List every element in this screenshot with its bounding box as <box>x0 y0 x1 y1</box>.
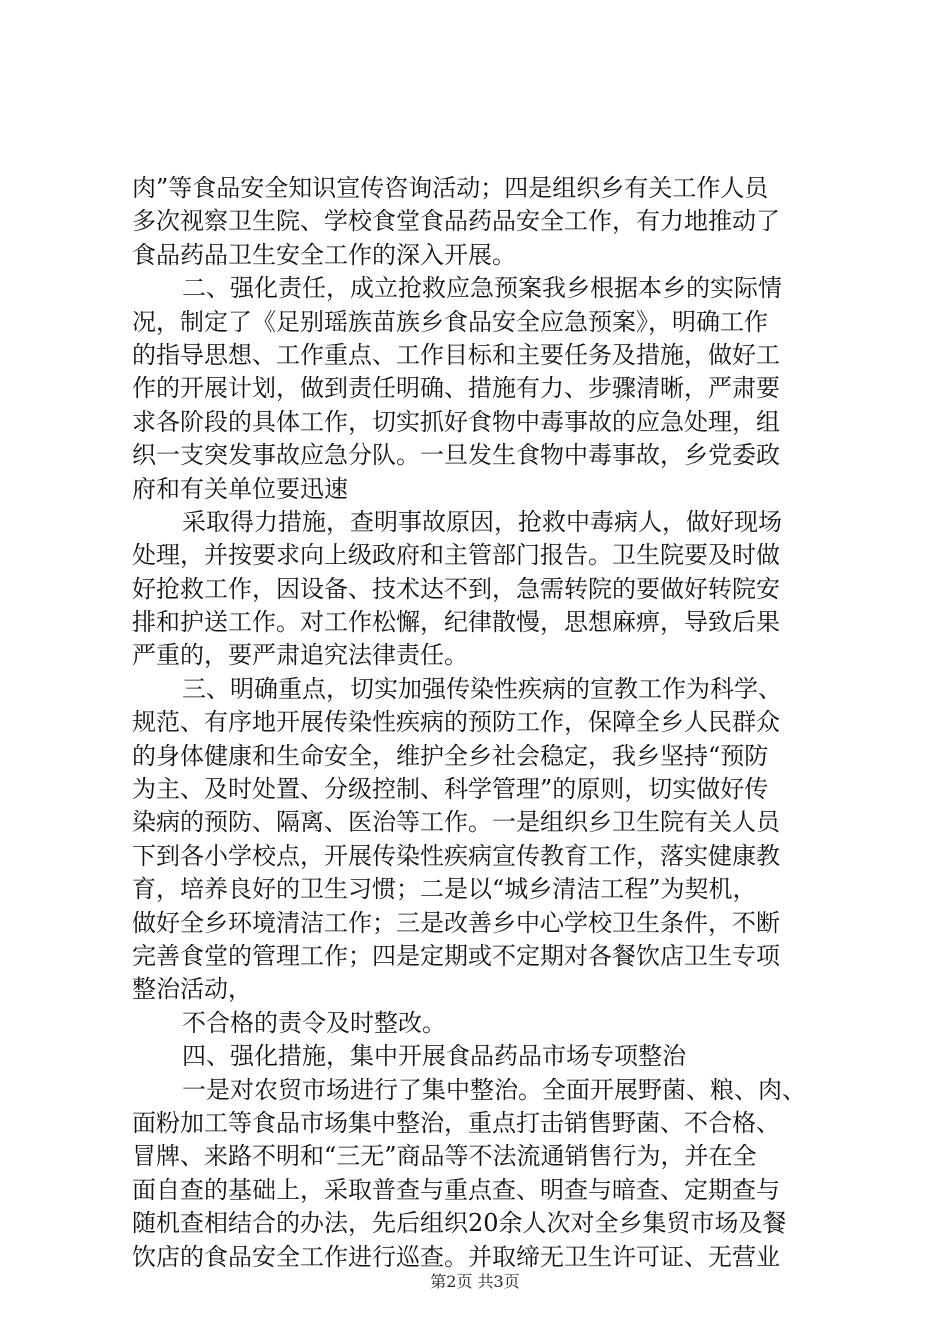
text-line: 的身体健康和生命安全，维护全乡社会稳定，我乡坚持“预防 <box>132 741 769 770</box>
text-line: 四、强化措施，集中开展食品药品市场专项整治 <box>182 1042 686 1071</box>
text-line: 的指导思想、工作重点、工作目标和主要任务及措施，做好工 <box>132 340 780 369</box>
text-line: 处理，并按要求向上级政府和主管部门报告。卫生院要及时做 <box>132 541 780 570</box>
text-line: 多次视察卫生院、学校食堂食品药品安全工作，有力地推动了 <box>132 207 780 236</box>
text-line: 不合格的责令及时整改。 <box>182 1008 446 1037</box>
page-number-label: 第2页 共3页 <box>430 1272 520 1291</box>
text-line: 好抢救工作，因设备、技术达不到，急需转院的要做好转院安 <box>132 574 780 603</box>
text-line: 一是对农贸市场进行了集中整治。全面开展野菌、粮、肉、 <box>182 1075 806 1104</box>
text-line: 织一支突发事故应急分队。一旦发生食物中毒事故，乡党委政 <box>132 441 780 470</box>
text-line: 为主、及时处置、分级控制、科学管理”的原则，切实做好传 <box>132 775 769 804</box>
text-line: 二、强化责任，成立抢救应急预案我乡根据本乡的实际情 <box>182 274 782 303</box>
text-line: 整治活动， <box>132 975 252 1004</box>
text-line: 况，制定了《足别瑶族苗族乡食品安全应急预案》，明确工作 <box>132 307 768 336</box>
text-line: 饮店的食品安全工作进行巡查。并取缔无卫生许可证、无营业 <box>132 1242 780 1271</box>
text-line: 食品药品卫生安全工作的深入开展。 <box>132 240 516 269</box>
text-line: 下到各小学校点，开展传染性疾病宣传教育工作，落实健康教 <box>132 841 780 870</box>
text-line: 育，培养良好的卫生习惯；二是以“城乡清洁工程”为契机， <box>132 875 757 904</box>
text-line: 肉”等食品安全知识宣传咨询活动；四是组织乡有关工作人员 <box>132 174 769 202</box>
text-line: 严重的，要严肃追究法律责任。 <box>132 641 468 670</box>
text-line: 三、明确重点，切实加强传染性疾病的宣教工作为科学、 <box>182 674 782 703</box>
text-line: 作的开展计划，做到责任明确、措施有力、步骤清晰，严肃要 <box>132 374 780 403</box>
text-line: 排和护送工作。对工作松懈，纪律散慢，思想麻痹，导致后果 <box>132 608 780 637</box>
text-line: 面粉加工等食品市场集中整治，重点打击销售野菌、不合格、 <box>132 1108 780 1137</box>
text-line: 冒牌、来路不明和“三无”商品等不法流通销售行为，并在全 <box>132 1142 757 1171</box>
text-line: 随机查相结合的办法，先后组织20余人次对全乡集贸市场及餐 <box>132 1209 787 1238</box>
text-line: 完善食堂的管理工作；四是定期或不定期对各餐饮店卫生专项 <box>132 941 780 970</box>
text-line: 面自查的基础上，采取普查与重点查、明查与暗查、定期查与 <box>132 1175 780 1204</box>
text-line: 府和有关单位要迅速 <box>132 474 348 503</box>
text-line: 求各阶段的具体工作，切实抓好食物中毒事故的应急处理，组 <box>132 407 780 436</box>
text-line: 采取得力措施，查明事故原因，抢救中毒病人，做好现场 <box>182 507 782 536</box>
text-line: 规范、有序地开展传染性疾病的预防工作，保障全乡人民群众 <box>132 708 780 737</box>
document-body <box>132 172 852 1274</box>
text-line: 染病的预防、隔离、医治等工作。一是组织乡卫生院有关人员 <box>132 808 780 837</box>
text-line: 做好全乡环境清洁工作；三是改善乡中心学校卫生条件，不断 <box>132 908 780 937</box>
page-footer <box>0 1272 950 1292</box>
